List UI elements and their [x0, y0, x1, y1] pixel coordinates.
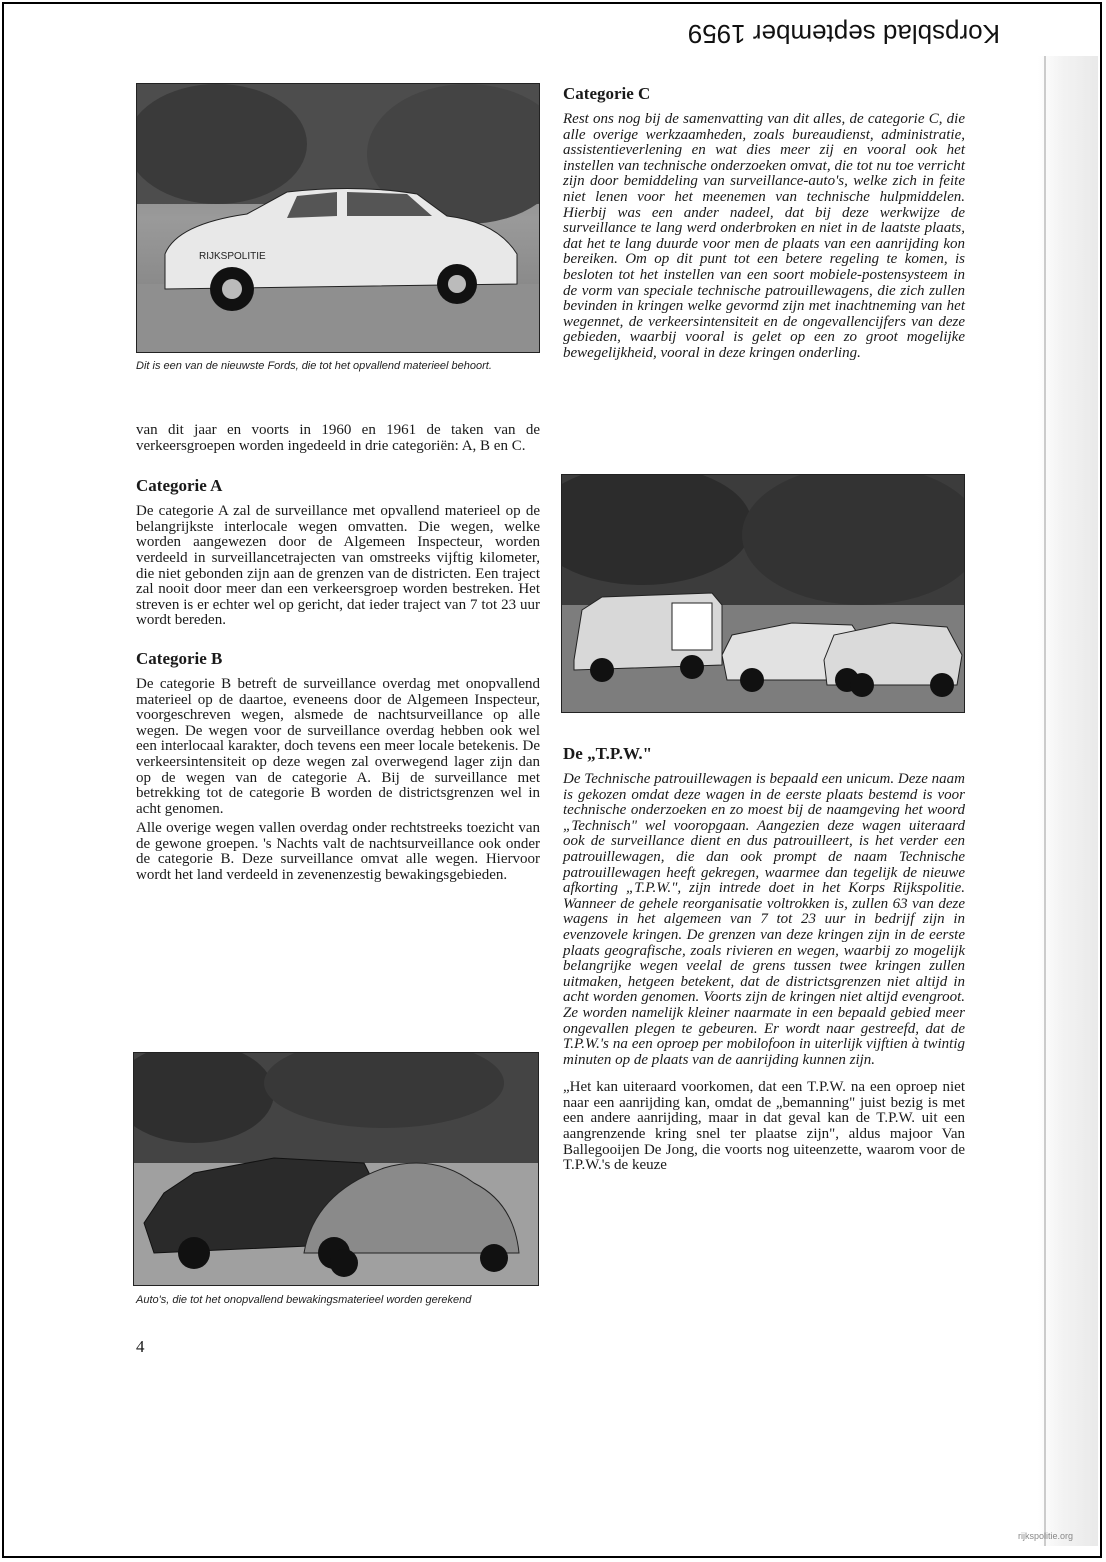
tpw-paragraph-1: De Technische patrouillewagen is bepaald een unicum. Deze naam is gekozen omdat deze wagen in de eerste plaats bestemd is voor technische onderzoeken en zo moest bij de naamgeving het woord „Technisch" wel vooropgaan. Aangezien deze wagen uiteraard ook de surveillance dient en dus patrouilleert, is het verder een patrouillewagen, die dan ook prompt de naam Technische patrouillewagen heeft gekregen, waarmee dan tegelijk de nieuwe afkorting „T.P.W.", zijn intrede doet in het Korps Rijkspolitie. Wanneer de gehele reorganisatie voltrokken is, zullen 63 van deze wagens in het algemeen van 7 tot 23 uur in bedrijf zijn in evenzovele kringen. De grenzen van deze kringen zijn in de eerste plaats geografische, zoals rivieren en wegen, waarbij zo mogelijk belangrijke wegen veelal de grens tussen twee kringen zullen uitmaken, hetgeen betekent, dat de districtsgrenzen niet altijd in acht worden genomen. Voorts zijn de kringen niet altijd evengroot. Ze worden namelijk kleiner naarmate in een bepaald gebied meer ongevallen plegen te gebeuren. Er wordt naar gestreefd, dat de T.P.W.'s na een oproep per mobilofoon in uiterlijk vijftien à twintig minuten op de plaats van de aanrijding kunnen zijn. [563, 771, 965, 1068]
heading-tpw: De „T.P.W." [563, 744, 653, 763]
intro-paragraph: van dit jaar en voorts in 1960 en 1961 de taken van de verkeersgroepen worden ingedeeld in drie categoriën: A, B en C. [136, 422, 540, 454]
heading-categorie-b: Categorie B [136, 648, 223, 668]
left-column [136, 423, 540, 884]
photo-unmarked-cars-caption: Auto's, die tot het onopvallend bewakingsmaterieel worden gerekend [136, 1294, 472, 1306]
catC-paragraph: Rest ons nog bij de samenvatting van dit alles, de categorie C, die alle overige werkzaamheden, zoals bureaudienst, administratie, assistentieverlening en wat dies meer zij en vooral ook het instellen van technische onderzoeken omvat, die tot nu toe verricht zijn door bemiddeling van surveillance-auto's, welke zich in feite niet lenen voor het meenemen van technische hulpmiddelen. Hierbij was een ander nadeel, dat bij deze werkwijze de surveillance te lang werd onderbroken en niet in de laatste plaats, dat het te lang duurde voor men de plaats van een aanrijding kon bereiken. Om op dit punt tot een betere regeling te komen, is besloten tot het instellen van een soort mobiele-postensysteem in de vorm van speciale technische patrouillewagens, die zich zullen bevinden in kringen welke gevormd zijn met inachtneming van het wegennet, de verkeersintensiteit en de ongevallencijfers van deze gebieden, waarbij vooral is gelet op een zo groot mogelijke bewegelijkheid, vooral in deze kringen onderling. [563, 111, 965, 361]
photo-unmarked-cars [133, 1052, 539, 1286]
photo-tpw-vehicles [561, 474, 965, 713]
page-number: 4 [136, 1337, 145, 1356]
heading-categorie-c: Categorie C [563, 84, 651, 103]
photo-ford-caption: Dit is een van de nieuwste Fords, die tot het opvallend materieel behoort. [136, 360, 492, 372]
car-sign-text: RIJKSPOLITIE [199, 251, 266, 262]
tpw-paragraph-2: „Het kan uiteraard voorkomen, dat een T.P.W. na een oproep niet naar een aanrijding kan, omdat de „bemanning" juist bezig is met een andere aanrijding, maar in dat geval kan de T.P.W. uit een aangrenzende kring snel ter plaatse zijn", aldus majoor Van Ballegooijen De Jong, die voorts nog uiteenzette, waarom voor de T.P.W.'s de keuze [563, 1079, 965, 1174]
watermark: rijkspolitie.org [1018, 1531, 1074, 1541]
heading-categorie-a: Categorie A [136, 476, 223, 496]
catB-paragraph-2: Alle overige wegen vallen overdag onder rechtstreeks toezicht van de gewone groepen. 's Nachts valt de nachtsurveillance ook onder de categorie B. Deze surveillance omvat alle wegen. Hiervoor wordt het land verdeeld in zevenenzestig bewakingsgebieden. [136, 820, 540, 884]
right-column-bottom [563, 744, 965, 1174]
catA-paragraph: De categorie A zal de surveillance met opvallend materieel op de belangrijkste interlocale wegen omvatten. Die wegen, welke worden aangewezen door de Algemeen Inspecteur, worden verdeeld in surveillancetrajecten van omstreeks vijftig kilometer, die niet gebonden zijn aan de grenzen van de districten. Een traject zal nooit door meer dan een verkeersgroep worden bestreken. Het streven is er echter wel op gericht, dat ieder traject van 7 tot 23 uur wordt bereden. [136, 503, 540, 629]
right-column-top [563, 84, 965, 362]
catB-paragraph-1: De categorie B betreft de surveillance overdag met onopvallend materieel op de daartoe, eveneens door de Algemeen Inspecteur, voorgeschreven wegen, alsmede de nachtsurveillance op alle wegen. De wegen voor de surveillance overdag hebben ook wel een interlocaal karakter, doch tevens een meer locale betekenis. De verkeersintensiteit op deze wegen zal overwegend lager zijn dan op de wegen van de categorie A. Bij de surveillance met betrekking tot de categorie B worden de districtsgrenzen wel in acht genomen. [136, 675, 540, 817]
photo-ford [136, 83, 540, 353]
running-header: Korpsblad september 1959 [687, 19, 1000, 49]
page-edge-shadow [1038, 56, 1098, 1546]
